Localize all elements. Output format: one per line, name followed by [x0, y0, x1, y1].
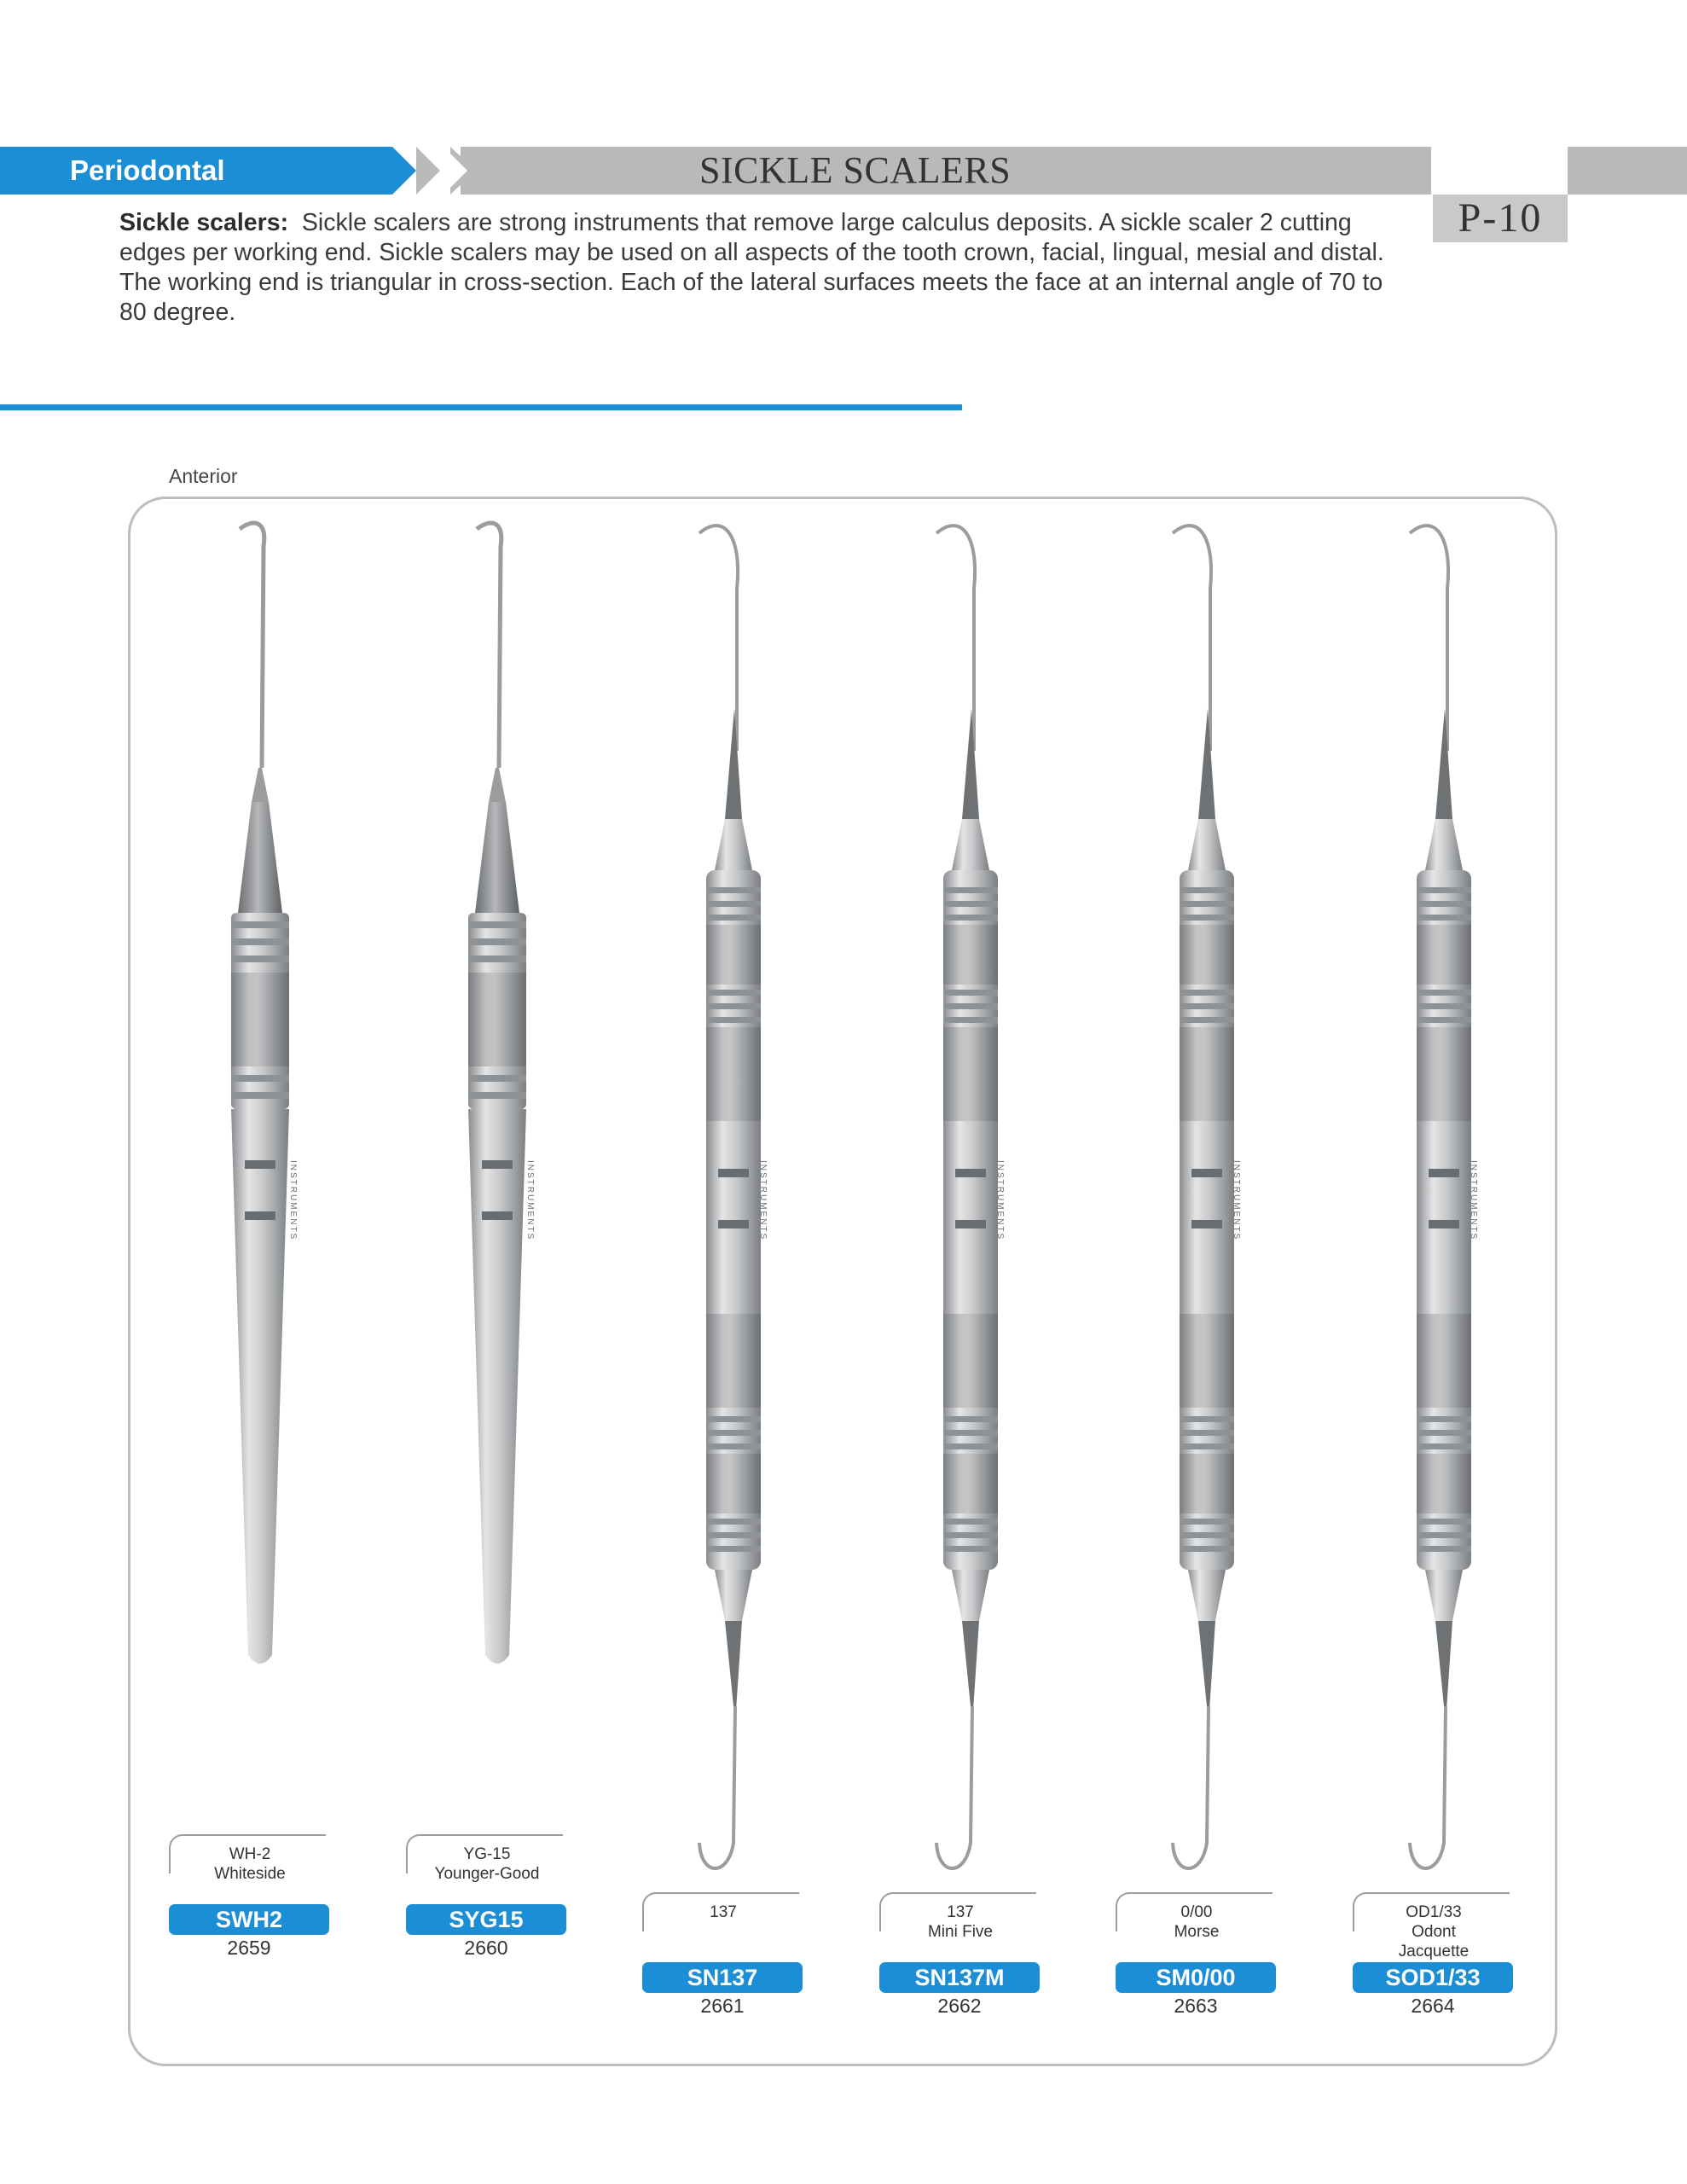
- product-code-badge: SN137: [642, 1962, 803, 1993]
- title-band-end: [1568, 147, 1687, 195]
- instrument-sn137m: [877, 512, 1064, 1928]
- svg-text:INSTRUMENTS: INSTRUMENTS: [995, 1160, 1005, 1241]
- instrument-name-line: Whiteside: [214, 1865, 286, 1883]
- instrument-illustration: [166, 512, 354, 1928]
- svg-text:INSTRUMENTS: INSTRUMENTS: [525, 1160, 535, 1241]
- svg-text:INSTRUMENTS: INSTRUMENTS: [1469, 1160, 1478, 1241]
- instrument-name-line: Mini Five: [927, 1923, 993, 1941]
- product-code-badge: SYG15: [406, 1904, 566, 1935]
- section-label: Anterior: [169, 465, 238, 487]
- instrument-illustration: [1113, 512, 1301, 1928]
- catalog-number: 2664: [1411, 1995, 1455, 2017]
- description-text: Sickle scalers are strong instruments that remove large calculus deposits. A sickle scaler 2 cutting edges per working end. Sickle scalers may be used on all aspects of the tooth crown, facial, lingual, mesial and distal. The working end is triangular in cross-section. Each of the lateral surfaces meets the face at an internal angle of 70 to 80 degree.: [119, 209, 1384, 326]
- product-code-badge: SOD1/33: [1353, 1962, 1513, 1993]
- instrument-illustration: [1350, 512, 1538, 1928]
- product-code-badge: SM0/00: [1116, 1962, 1276, 1993]
- instrument-name-line: OD1/33: [1406, 1903, 1462, 1921]
- svg-text:INSTRUMENTS: INSTRUMENTS: [1232, 1160, 1241, 1241]
- description-term: Sickle scalers:: [119, 209, 289, 236]
- instrument-name-line: YG-15: [463, 1845, 511, 1863]
- page-code: P-10: [1458, 195, 1543, 241]
- instrument-name-line: Younger-Good: [434, 1865, 540, 1883]
- instrument-sod133: [1350, 512, 1538, 1928]
- catalog-number: 2661: [700, 1995, 745, 2017]
- chevron-right-icon-inner: [450, 154, 467, 188]
- instrument-sm000: [1113, 512, 1301, 1928]
- instrument-name-line: Morse: [1174, 1923, 1220, 1941]
- instrument-name-line: 137: [947, 1903, 974, 1921]
- instrument-sn137: [640, 512, 827, 1928]
- instrument-syg15: [403, 512, 591, 1928]
- svg-text:INSTRUMENTS: INSTRUMENTS: [288, 1160, 298, 1241]
- instrument-name-line: WH-2: [229, 1845, 271, 1863]
- instrument-name-line: Odont: [1412, 1923, 1456, 1941]
- category-band-arrow: [392, 147, 416, 195]
- catalog-number: 2659: [227, 1937, 271, 1959]
- chevron-right-icon: [416, 147, 440, 195]
- instrument-swh2: [166, 512, 354, 1928]
- description-paragraph: [119, 208, 1390, 328]
- instrument-name-line: 137: [710, 1903, 737, 1921]
- page-title: SICKLE SCALERS: [699, 149, 1012, 191]
- catalog-number: 2663: [1174, 1995, 1218, 2017]
- instrument-illustration: [640, 512, 827, 1928]
- product-code-badge: SWH2: [169, 1904, 329, 1935]
- instrument-name-line: 0/00: [1180, 1903, 1213, 1921]
- product-code-badge: SN137M: [879, 1962, 1040, 1993]
- section-divider: [0, 404, 962, 410]
- svg-text:INSTRUMENTS: INSTRUMENTS: [758, 1160, 768, 1241]
- catalog-number: 2662: [937, 1995, 982, 2017]
- catalog-number: 2660: [464, 1937, 508, 1959]
- instrument-illustration: [877, 512, 1064, 1928]
- instrument-name-line: Jacquette: [1398, 1943, 1470, 1960]
- category-label: Periodontal: [70, 154, 225, 186]
- instrument-illustration: [403, 512, 591, 1928]
